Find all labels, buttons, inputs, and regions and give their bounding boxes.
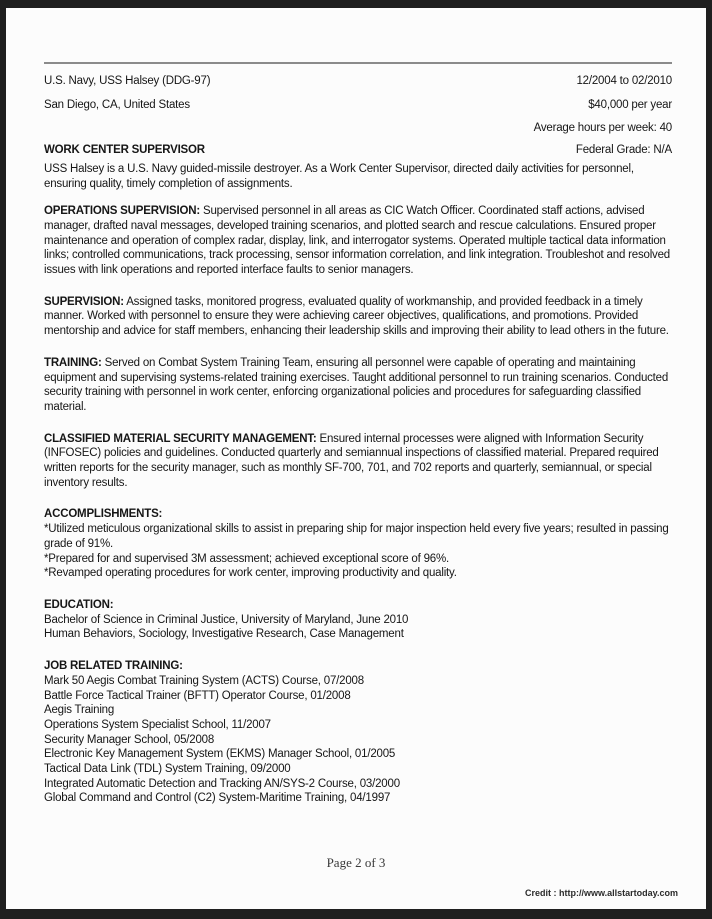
job-training-heading: JOB RELATED TRAINING: [44,660,183,673]
section-body: Ensured internal processes were aligned with Information Security (INFOSEC) policies and guidelines. Conducted quarterly and semiannual inspections of classified material. Prepared required written reports for the security manager, such as monthly SF-700, 701, and 702 reports and quarterly, semiannual, or special inventory results. [44,432,659,489]
section-body: Served on Combat System Training Team, ensuring all personnel were capable of operating and maintaining equipment and supervising systems-related training exercises. Taught additional personnel to run training scenarios. Conducted security training with personnel in work center, enforcing organizational policies and procedures for safeguarding classified material. [44,356,669,413]
education-line: Human Behaviors, Sociology, Investigative Research, Case Management [44,628,404,641]
education-line: Bachelor of Science in Criminal Justice, University of Maryland, June 2010 [44,613,409,626]
page-number: Page 2 of 3 [326,855,386,871]
section-body: Supervised personnel in all areas as CIC Watch Officer. Coordinated staff actions, advised manager, drafted naval messages, developed training scenarios, and plotted search and rescue calculations. Ensured proper maintenance and operation of complex radar, display, link, and interrogator systems. Operated multiple tactical data information links; controlled communications, track processing, sensor information correlation, and link integration. Troubleshot and resolved issues with link operations and reported interface faults to senior managers. [44,205,670,277]
section-heading: OPERATIONS SUPERVISION: [44,205,201,218]
section-education [44,598,672,642]
employer-name: U.S. Navy, USS Halsey (DDG-97) [44,75,211,87]
salary: $40,000 per year [588,98,672,111]
section-heading: CLASSIFIED MATERIAL SECURITY MANAGEMENT: [44,432,317,445]
location-row [44,98,672,113]
section-accomplishments [44,507,672,581]
job-training-line: Global Command and Control (C2) System-Maritime Training, 04/1997 [44,792,391,805]
section-heading: TRAINING: [44,356,102,369]
job-training-line: Tactical Data Link (TDL) System Training, 09/2000 [44,763,291,776]
education-heading: EDUCATION: [44,598,114,611]
job-training-line: Mark 50 Aegis Combat Training System (ACTS) Course, 07/2008 [44,674,364,687]
job-title: WORK CENTER SUPERVISOR [44,144,205,157]
employment-dates: 12/2004 to 02/2010 [576,75,672,87]
section-job-related-training [44,659,672,806]
credit-text: Credit : http://www.allstartoday.com [524,888,678,899]
employer-row [44,74,672,89]
federal-grade: Federal Grade: N/A [575,144,672,157]
section-classified-material-security [44,432,672,491]
hours-row [44,121,672,136]
job-training-line: Aegis Training [44,704,115,717]
accomplishment-item: *Prepared for and supervised 3M assessment; achieved exceptional score of 96%. [44,552,450,565]
accomplishment-item: *Revamped operating procedures for work center, improving productivity and quality. [44,567,457,580]
job-training-line: Security Manager School, 05/2008 [44,733,215,746]
section-body: Assigned tasks, monitored progress, evaluated quality of workmanship, and provided feedback in a timely manner. Worked with personnel to ensure they were achieving career objectives, qualifications, and promotions. Provided mentorship and advice for staff members, enhancing their leadership skills and improving their ability to lead others in the future. [44,295,669,338]
resume-content [6,8,706,806]
accomplishments-heading: ACCOMPLISHMENTS: [44,508,163,521]
job-training-line: Operations System Specialist School, 11/2007 [44,718,271,731]
job-title-row [44,143,672,158]
job-training-line: Integrated Automatic Detection and Tracking AN/SYS-2 Course, 03/2000 [44,777,400,790]
job-training-line: Battle Force Tactical Trainer (BFTT) Operator Course, 01/2008 [44,689,351,702]
section-training [44,356,672,415]
job-training-line: Electronic Key Management System (EKMS) Manager School, 01/2005 [44,748,396,761]
section-supervision [44,295,672,339]
accomplishment-item: *Utilized meticulous organizational skills to assist in preparing ship for major inspection held every five years; resulted in passing grade of 91%. [44,523,669,550]
section-heading: SUPERVISION: [44,295,124,308]
employer-location: San Diego, CA, United States [44,98,190,111]
section-operations-supervision [44,204,672,278]
top-divider [44,62,672,64]
average-hours: Average hours per week: 40 [533,122,672,135]
job-summary: USS Halsey is a U.S. Navy guided-missile destroyer. As a Work Center Supervisor, directed daily activities for personnel, ensuring quality, timely completion of assignments. [44,162,634,190]
